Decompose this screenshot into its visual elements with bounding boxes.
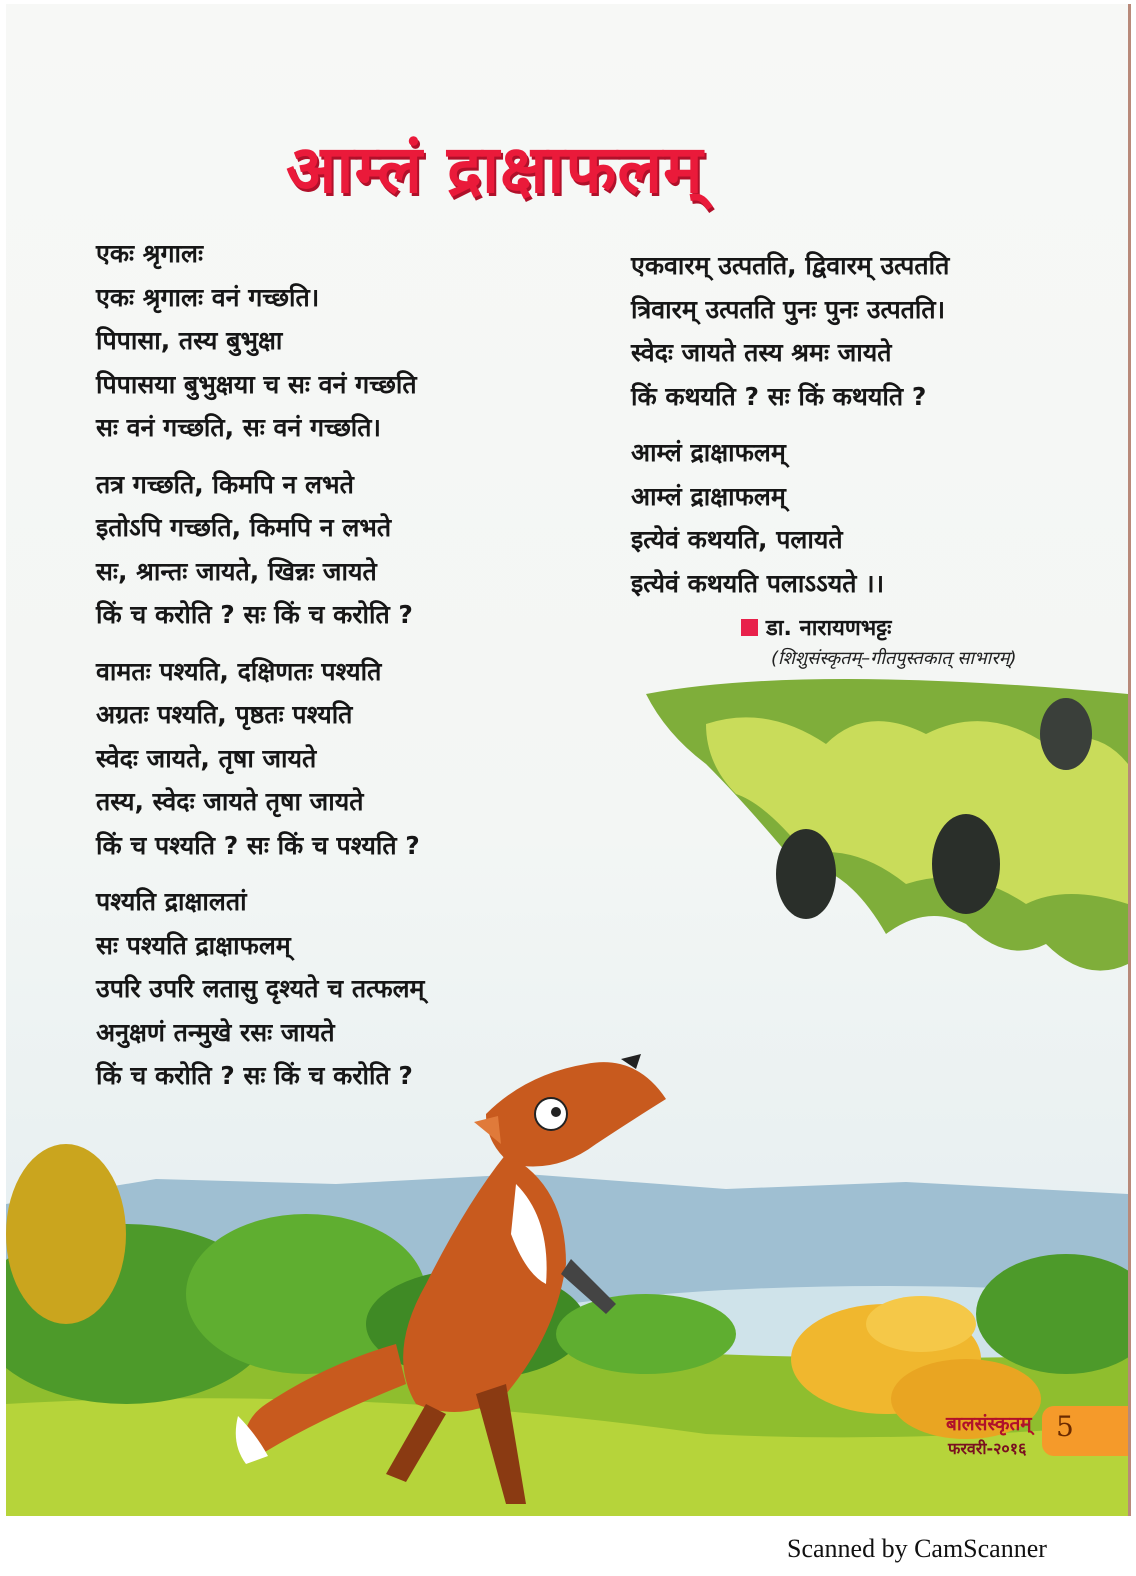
poem-line: इतोऽपि गच्छति, किमपि न लभते [96, 513, 392, 542]
magazine-name: बालसंस्कृतम् [946, 1413, 1032, 1435]
poem-line: पिपासया बुभुक्षया च सः वनं गच्छति [96, 369, 417, 399]
poem-line: इत्येवं कथयति पलाऽऽयते ।। [631, 568, 885, 598]
source-credit: (शिशुसंस्कृतम्–गीतपुस्तकात् साभारम्) [771, 648, 1017, 669]
fox-ear [474, 1116, 501, 1144]
poem-line: आम्लं द्राक्षाफलम् [631, 438, 786, 467]
magazine-page [6, 4, 1131, 1516]
poem-line: त्रिवारम् उत्पतति पुनः पुनः उत्पतति। [631, 294, 946, 324]
poem-line: सः, श्रान्तः जायते, खिन्नः जायते [96, 556, 377, 586]
poem-line: इत्येवं कथयति, पलायते [631, 525, 843, 554]
poem-line: किं च करोति ? सः किं च करोति ? [96, 1061, 413, 1090]
poem-line: किं च पश्यति ? सः किं च पश्यति ? [96, 830, 420, 860]
poem-line: वामतः पश्यति, दक्षिणतः पश्यति [96, 656, 382, 686]
poem-line: पिपासा, तस्य बुभुक्षा [96, 326, 283, 355]
poem-line: सः पश्यति द्राक्षाफलम् [96, 930, 291, 960]
grape-bunch [932, 814, 1000, 914]
poem-line: किं च करोति ? सः किं च करोति ? [96, 600, 413, 629]
stanza-break [96, 867, 425, 880]
rock [866, 1296, 976, 1352]
poem-line: अग्रतः पश्यति, पृष्ठतः पश्यति [96, 700, 353, 729]
poem-line: किं कथयति ? सः किं कथयति ? [631, 381, 927, 411]
bullet-square-icon [741, 619, 758, 636]
poem-title: आम्लं द्राक्षाफलम् [286, 131, 704, 208]
poem-line: आम्लं द्राक्षाफलम् [631, 481, 786, 511]
author-name: डा. नारायणभट्टः [766, 616, 892, 641]
stanza-break [96, 450, 425, 463]
page-number: 5 [1056, 1410, 1074, 1443]
poem-left-column [96, 232, 425, 1098]
scan-watermark: Scanned by CamScanner [787, 1534, 1047, 1563]
poem-line: एकः श्रृगालः [96, 239, 204, 268]
grape-bunch [776, 829, 836, 919]
fox-head [486, 1062, 666, 1166]
author-credit [741, 612, 891, 642]
poem-line: एकः श्रृगालः वनं गच्छति। [96, 282, 320, 312]
poem-line: स्वेदः जायते, तृषा जायते [96, 743, 317, 773]
bush [556, 1294, 736, 1374]
poem-right-column [631, 244, 949, 605]
poem-line: एकवारम् उत्पतति, द्विवारम् उत्पतति [631, 251, 950, 280]
poem-line: अनुक्षणं तन्मुखे रसः जायते [96, 1017, 335, 1047]
fox-eye [535, 1098, 567, 1130]
stanza-break [96, 637, 425, 650]
poem-line: पश्यति द्राक्षालतां [96, 887, 247, 916]
poem-line: तस्य, स्वेदः जायते तृषा जायते [96, 787, 364, 816]
issue-date: फरवरी-२०१६ [948, 1439, 1027, 1458]
poem-line: सः वनं गच्छति, सः वनं गच्छति। [96, 413, 381, 442]
poem-line: स्वेदः जायते तस्य श्रमः जायते [631, 338, 892, 367]
fox-pupil [551, 1107, 561, 1117]
poem-line: उपरि उपरि लतासु दृश्यते च तत्फलम् [96, 974, 425, 1003]
stanza-break [631, 418, 949, 431]
bush [6, 1144, 126, 1324]
grape-bunch [1040, 698, 1092, 770]
poem-line: तत्र गच्छति, किमपि न लभते [96, 469, 354, 499]
